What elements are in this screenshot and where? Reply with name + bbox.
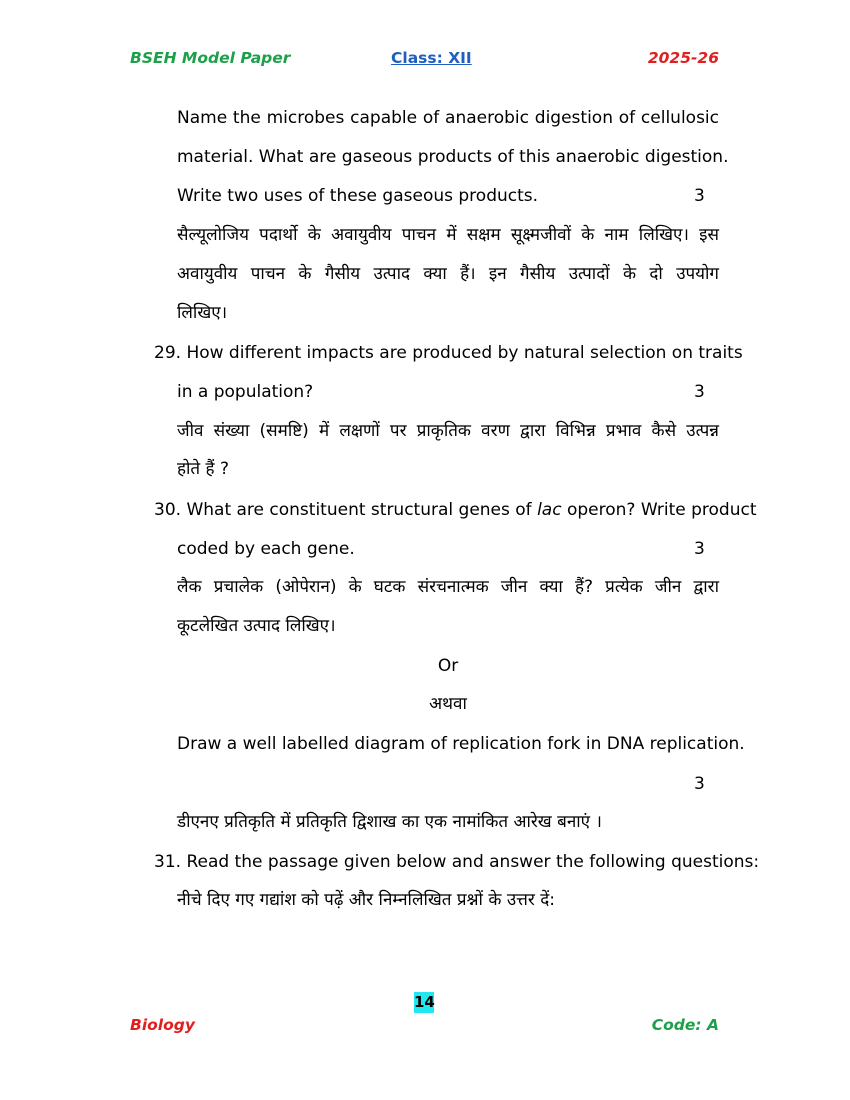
q28-hindi-line-3: लिखिए।	[177, 303, 228, 323]
q29-english-line-1: 29. How different impacts are produced by natural selection on traits	[154, 343, 743, 363]
q28-hindi-line-1: सैल्यूलोजिय पदार्थो के अवायुवीय पाचन में सक्षम सूक्ष्मजीवों के नाम लिखिए। इस	[177, 225, 719, 245]
q30-line-1-prefix: 30. What are constituent structural genes of	[154, 500, 538, 520]
q30-alt-english: Draw a well labelled diagram of replication fork in DNA replication.	[177, 734, 745, 754]
q30-alt-hindi: डीएनए प्रतिकृति में प्रतिकृति द्विशाख का एक नामांकित आरेख बनाएं ।	[177, 812, 602, 832]
q31-english-line-1: 31. Read the passage given below and answer the following questions:	[154, 852, 760, 872]
q30-marks: 3	[694, 539, 705, 559]
q30-lac-italic: lac	[537, 500, 562, 520]
q28-hindi-line-2: अवायुवीय पाचन के गैसीय उत्पाद क्या हैं। इन गैसीय उत्पादों के दो उपयोग	[177, 264, 719, 284]
q30-alt-marks: 3	[694, 774, 705, 794]
header-year: 2025-26	[647, 49, 719, 67]
footer-code: Code: A	[651, 1016, 719, 1034]
q30-hindi-line-2: कूटलेखित उत्पाद लिखिए।	[177, 616, 336, 636]
q30-english-line-1	[154, 499, 757, 521]
footer-subject: Biology	[130, 1016, 195, 1034]
header-left-title: BSEH Model Paper	[130, 49, 291, 67]
q28-english-line-3: Write two uses of these gaseous products.	[177, 186, 539, 206]
q30-line-1-suffix: operon? Write product	[561, 500, 757, 520]
page-number: 14	[414, 993, 435, 1011]
q28-english-line-1: Name the microbes capable of anaerobic digestion of cellulosic	[177, 108, 719, 128]
q28-english-line-2: material. What are gaseous products of this anaerobic digestion.	[177, 147, 729, 167]
q29-english-line-2: in a population?	[177, 382, 314, 402]
q29-marks: 3	[694, 382, 705, 402]
header-class: Class: XII	[391, 49, 472, 67]
q30-english-line-2: coded by each gene.	[177, 539, 355, 559]
q28-marks: 3	[694, 186, 705, 206]
q29-hindi-line-1: जीव संख्या (समष्टि) में लक्षणों पर प्राकृतिक वरण द्वारा विभिन्न प्रभाव कैसे उत्पन्न	[177, 421, 719, 441]
q29-hindi-line-2: होते हैं ?	[177, 459, 229, 479]
q30-hindi-line-1: लैक प्रचालेक (ओपेरान) के घटक संरचनात्मक जीन क्या हैं? प्रत्येक जीन द्वारा	[177, 577, 719, 597]
or-hindi: अथवा	[429, 694, 467, 714]
q31-hindi-line-1: नीचे दिए गए गद्यांश को पढ़ें और निम्नलिखित प्रश्नों के उत्तर दें:	[177, 890, 556, 910]
or-english: Or	[437, 656, 459, 676]
